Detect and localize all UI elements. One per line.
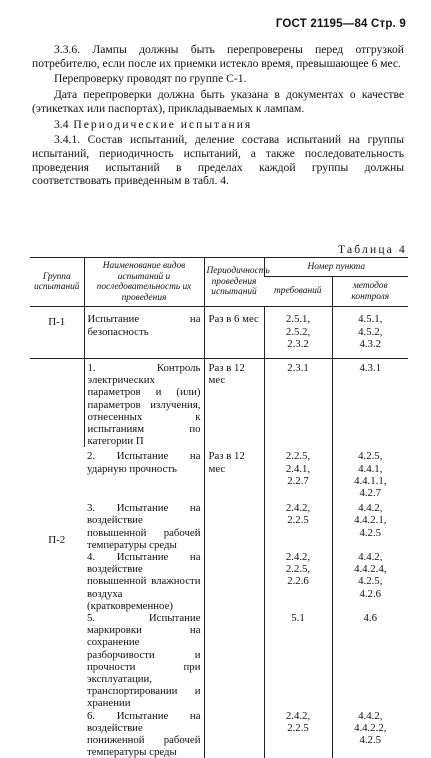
header-name: Наименование видов испытаний и последовательность их проведения [84, 258, 204, 307]
methods-cell: 4.2.5, 4.4.1, 4.4.1.1, 4.2.7 [332, 447, 408, 499]
tests-table [30, 257, 408, 758]
group-cell: П-2 [48, 533, 66, 546]
periodicity: Раз в 12 мес [204, 447, 264, 499]
test-name: Испытание на безопасность [84, 307, 204, 359]
periodicity: Раз в 12 мес [204, 358, 264, 447]
paragraph-336: 3.3.6. Лампы должны быть перепроверены перед отгрузкой потребителю, если после их приемки истекло время, превышающее 6 мес. [32, 43, 404, 70]
test-name: 1. Контроль электрических параметров и (или) параметров излучения, отнесенных к испытаниям по категории П [84, 358, 204, 447]
section-title: Периодические испытания [73, 117, 253, 131]
header-periodicity: Периодичность проведения испытаний [204, 258, 264, 307]
requirements-cell: 2.4.2, 2.2.5, 2.2.6 [264, 551, 332, 612]
table-title: Таблица 4 [338, 244, 407, 256]
requirements-cell: 2.4.2, 2.2.5 [264, 499, 332, 551]
page-number: Стр. 9 [371, 18, 406, 30]
requirements-cell: 5.1 [264, 612, 332, 710]
table-row [30, 612, 408, 710]
table-row [30, 358, 408, 447]
header-requirements: требований [264, 276, 332, 306]
requirements-cell: 2.3.1 [264, 358, 332, 447]
section-heading [32, 118, 404, 132]
header-group: Группа испытаний [30, 258, 84, 307]
methods-cell: 4.4.2, 4.4.2.1, 4.2.5 [332, 499, 408, 551]
requirements-cell: 2.2.5, 2.4.1, 2.2.7 [264, 447, 332, 499]
requirements-cell: 2.4.2, 2.2.5 [264, 710, 332, 758]
page-header [276, 18, 406, 30]
periodicity: Раз в 6 мес [204, 307, 264, 359]
test-name: 4. Испытание на воздействие повышенной влажности воздуха (кратковременное) [87, 551, 201, 612]
table-row [30, 551, 408, 612]
periodicity [204, 499, 264, 551]
periodicity [204, 710, 264, 758]
group-cell: П-1 [30, 307, 84, 359]
paragraph-recheck-group: Перепроверку проводят по группе С-1. [54, 72, 247, 86]
test-name: 3. Испытание на воздействие повышенной рабочей температуры среды [87, 502, 201, 551]
methods-cell: 4.3.1 [332, 358, 408, 447]
standard-code: ГОСТ 21195—84 [275, 18, 368, 30]
paragraph-recheck-date: Дата перепроверки должна быть указана в документах о качестве (этикетках или паспортах), прикладываемых к лампам. [32, 88, 404, 115]
periodicity [204, 551, 264, 612]
periodicity [204, 612, 264, 710]
header-methods: методов контроля [332, 276, 408, 306]
test-name: 5. Испытание маркировки на сохранение разборчивости и прочности при эксплуатации, транспортировании и хранении [87, 612, 201, 710]
methods-cell: 4.4.2, 4.4.2.2, 4.2.5 [332, 710, 408, 758]
test-name: 6. Испытание на воздействие пониженной рабочей температуры среды [87, 709, 201, 758]
table-row [30, 307, 408, 359]
paragraph-341: 3.4.1. Состав испытаний, деление состава испытаний на группы испытаний, периодичность испытаний, а также последовательность проведения испытаний в пределах каждой группы должны соответствовать приведенным в табл. 4. [32, 133, 404, 188]
table-row [30, 499, 408, 551]
methods-cell: 4.4.2, 4.4.2.4, 4.2.5, 4.2.6 [332, 551, 408, 612]
body-text [32, 43, 404, 188]
table-row [30, 710, 408, 758]
test-name: 2. Испытание на ударную прочность [87, 450, 201, 475]
header-item-no: Номер пункта [264, 258, 408, 277]
methods-cell: 4.5.1, 4.5.2, 4.3.2 [332, 307, 408, 359]
section-number: 3.4 [54, 117, 69, 131]
table-row [30, 447, 408, 499]
requirements-cell: 2.5.1, 2.5.2, 2.3.2 [264, 307, 332, 359]
methods-cell: 4.6 [332, 612, 408, 710]
